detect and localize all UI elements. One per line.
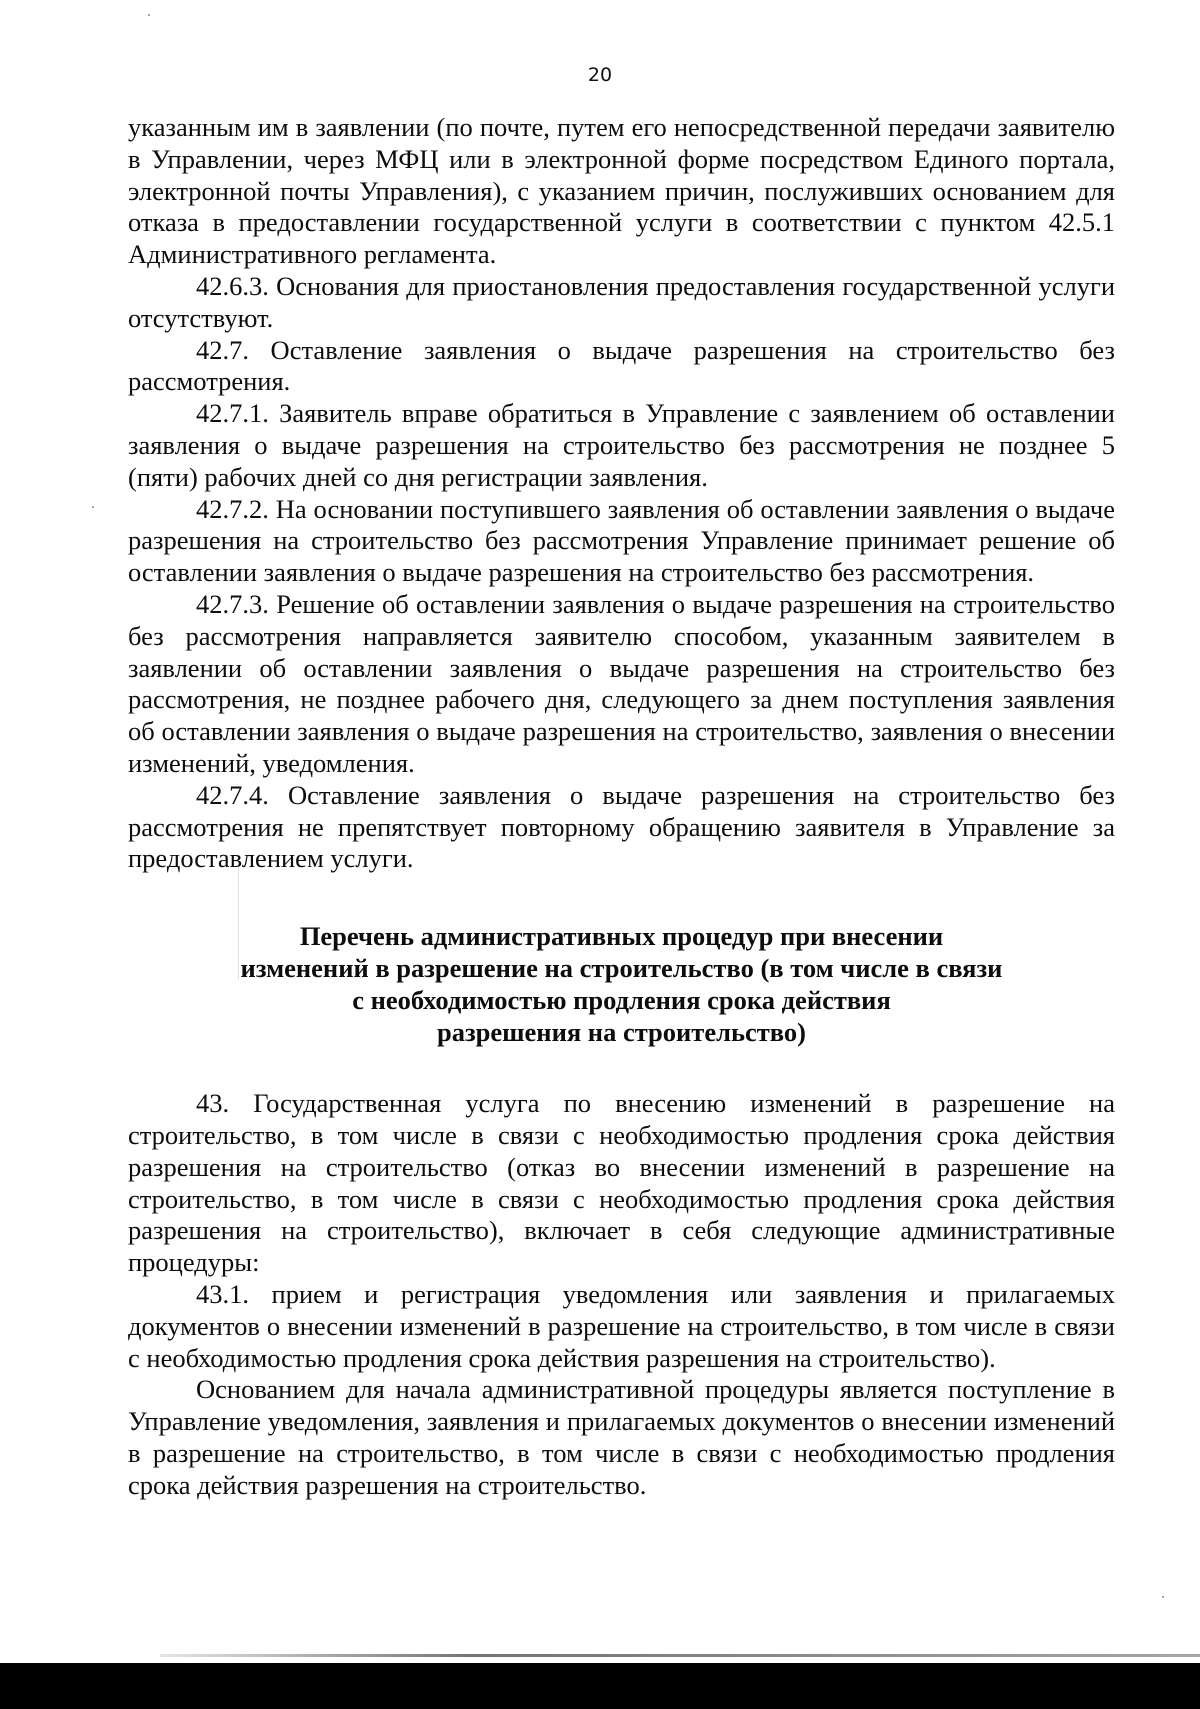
paragraph-42-7-1: 42.7.1. Заявитель вправе обратиться в Управление с заявлением об оставлении заявления о выдаче разрешения на строительство без рассмотрения не позднее 5 (пяти) рабочих дней со дня регистрации заявления. xyxy=(128,398,1115,492)
paragraph-43-1: 43.1. прием и регистрация уведомления или заявления и прилагаемых документов о внесении изменений в разрешение на строительство, в том числе в связи с необходимостью продления срока действия разрешения на строительство). xyxy=(128,1278,1115,1373)
paragraphs-before-heading xyxy=(128,112,1115,875)
section-heading-line: изменений в разрешение на строительство (в том числе в связи xyxy=(240,953,1003,984)
paragraph-42-7-3: 42.7.3. Решение об оставлении заявления о выдаче разрешения на строительство без рассмотрения направляется заявителю способом, указанным заявителем в заявлении об оставлении заявления о выдаче разрешения на строительство без рассмотрения, не позднее рабочего дня, следующего за днем поступления заявления об оставлении заявления о выдаче разрешения на строительство, заявления о внесении изменений, уведомления. xyxy=(128,588,1115,778)
scan-speck xyxy=(1162,1596,1164,1598)
paragraphs-after-heading xyxy=(128,1088,1115,1501)
section-heading-line: с необходимостью продления срока действия xyxy=(352,985,891,1016)
page-number: 20 xyxy=(587,64,613,86)
paragraph-43: 43. Государственная услуга по внесению изменений в разрешение на строительство, в том числе в связи с необходимостью продления срока действия разрешения на строительство (отказ во внесении изменений в разрешение на строительство, в том числе в связи с необходимостью продления срока действия разрешения на строительство), включает в себя следующие административные процедуры: xyxy=(128,1088,1115,1278)
paragraph-42-7: 42.7. Оставление заявления о выдаче разрешения на строительство без рассмотрения. xyxy=(128,334,1115,397)
document-body xyxy=(128,112,1115,1501)
section-heading-line: разрешения на строительство) xyxy=(437,1017,806,1048)
scan-speck xyxy=(148,14,150,16)
section-heading xyxy=(128,920,1115,1048)
scan-bottom-border xyxy=(0,1663,1200,1709)
paragraph-42-7-4: 42.7.4. Оставление заявления о выдаче разрешения на строительство без рассмотрения не препятствует повторному обращению заявителя в Управление за предоставлением услуги. xyxy=(128,779,1115,874)
scan-speck xyxy=(92,506,94,508)
paragraph-42-6-3: 42.6.3. Основания для приостановления предоставления государственной услуги отсутствуют. xyxy=(128,270,1115,333)
section-heading-line: Перечень административных процедур при внесении xyxy=(299,921,944,952)
scan-bottom-edge xyxy=(160,1654,1200,1657)
paragraph-continuation: указанным им в заявлении (по почте, путем его непосредственной передачи заявителю в Управлении, через МФЦ или в электронной форме посредством Единого портала, электронной почты Управления), с указанием причин, послуживших основанием для отказа в предоставлении государственной услуги в соответствии с пунктом 42.5.1 Административного регламента. xyxy=(128,112,1115,270)
paragraph-43-1-basis: Основанием для начала административной процедуры является поступление в Управление уведомления, заявления и прилагаемых документов о внесении изменений в разрешение на строительство, в том числе в связи с необходимостью продления срока действия разрешения на строительство. xyxy=(128,1374,1115,1500)
paragraph-42-7-2: 42.7.2. На основании поступившего заявления об оставлении заявления о выдаче разрешения на строительство без рассмотрения Управление принимает решение об оставлении заявления о выдаче разрешения на строительство без рассмотрения. xyxy=(128,493,1115,588)
